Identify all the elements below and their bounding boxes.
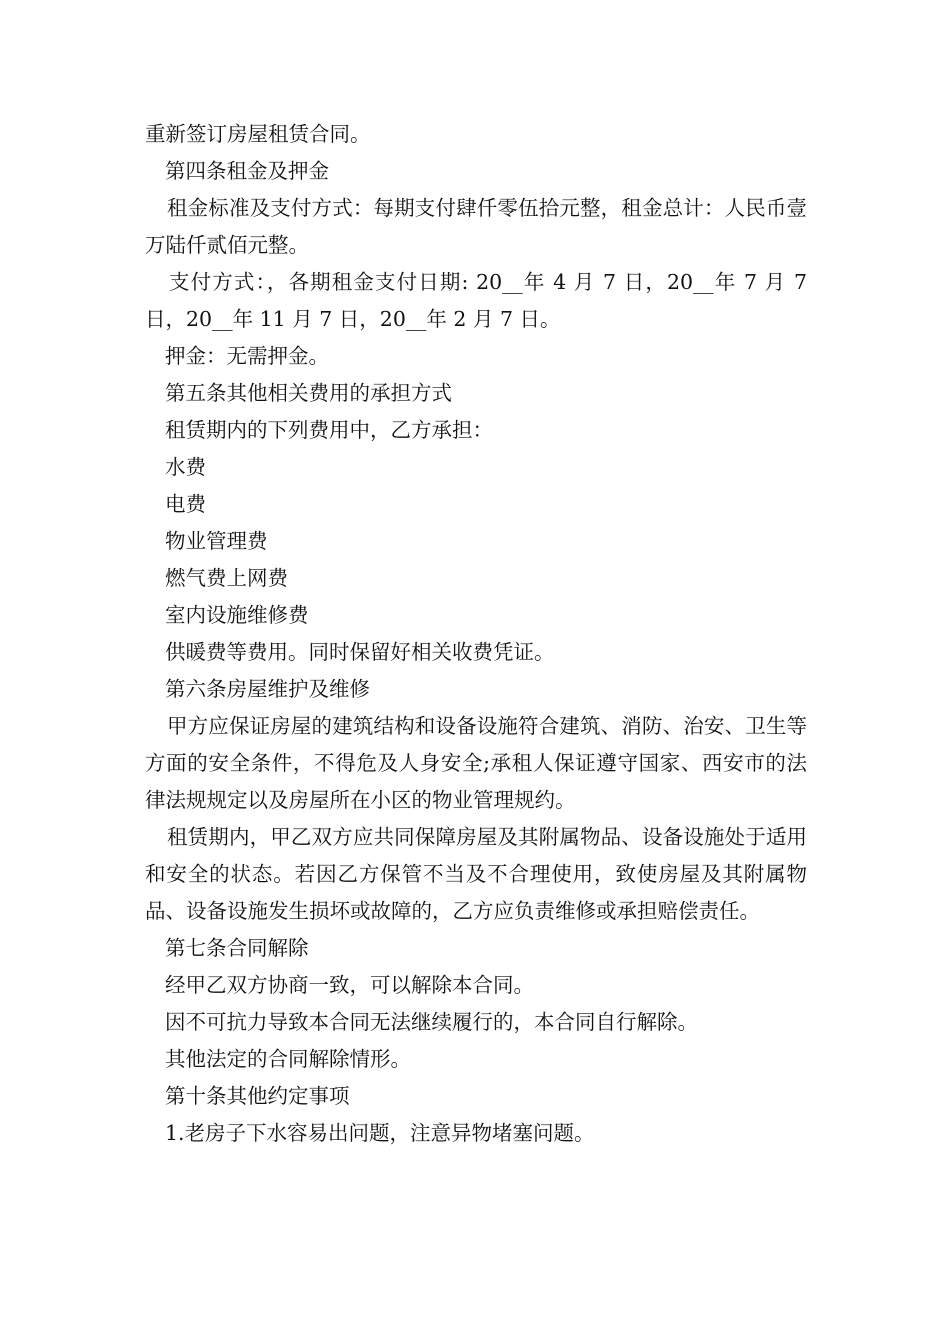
document-body <box>145 116 807 1152</box>
paragraph-rent-standard: 租金标准及支付方式：每期支付肆仟零伍拾元整，租金总计：人民币壹万陆仟贰佰元整。 <box>145 196 807 257</box>
list-item-gas-internet-fee: 燃气费上网费 <box>165 566 288 590</box>
paragraph-termination-other: 其他法定的合同解除情形。 <box>165 1047 411 1071</box>
list-item-water-fee: 水费 <box>165 455 206 479</box>
section-heading-article-4: 第四条租金及押金 <box>165 159 329 183</box>
section-heading-article-10: 第十条其他约定事项 <box>165 1084 350 1108</box>
paragraph-continuation: 重新签订房屋租赁合同。 <box>145 122 371 146</box>
paragraph-deposit: 押金：无需押金。 <box>165 344 329 368</box>
section-heading-article-5: 第五条其他相关费用的承担方式 <box>165 381 452 405</box>
paragraph-landlord-obligations: 甲方应保证房屋的建筑结构和设备设施符合建筑、消防、治安、卫生等方面的安全条件，不得危及人身安全;承租人保证遵守国家、西安市的法律法规规定以及房屋所在小区的物业管理规约。 <box>145 714 807 812</box>
list-item-heating-fee: 供暖费等费用。同时保留好相关收费凭证。 <box>165 640 555 664</box>
paragraph-termination-mutual: 经甲乙双方协商一致，可以解除本合同。 <box>165 973 534 997</box>
list-item-electricity-fee: 电费 <box>165 492 206 516</box>
paragraph-maintenance-responsibility: 租赁期内，甲乙双方应共同保障房屋及其附属物品、设备设施处于适用和安全的状态。若因乙方保管不当及不合理使用，致使房屋及其附属物品、设备设施发生损坏或故障的，乙方应负责维修或承担赔偿责任。 <box>145 825 807 923</box>
paragraph-fees-intro: 租赁期内的下列费用中，乙方承担： <box>165 418 493 442</box>
paragraph-other-terms-1: 1.老房子下水容易出问题，注意异物堵塞问题。 <box>165 1121 595 1145</box>
section-heading-article-6: 第六条房屋维护及维修 <box>165 677 370 701</box>
list-item-maintenance-fee: 室内设施维修费 <box>165 603 309 627</box>
section-heading-article-7: 第七条合同解除 <box>165 936 309 960</box>
list-item-property-fee: 物业管理费 <box>165 529 268 553</box>
paragraph-payment-dates: 支付方式：，各期租金支付日期: 20__年 4 月 7 日，20__年 7 月 7 日，20__年 11 月 7 日，20__年 2 月 7 日。 <box>145 270 807 331</box>
paragraph-termination-force-majeure: 因不可抗力导致本合同无法继续履行的，本合同自行解除。 <box>165 1010 698 1034</box>
